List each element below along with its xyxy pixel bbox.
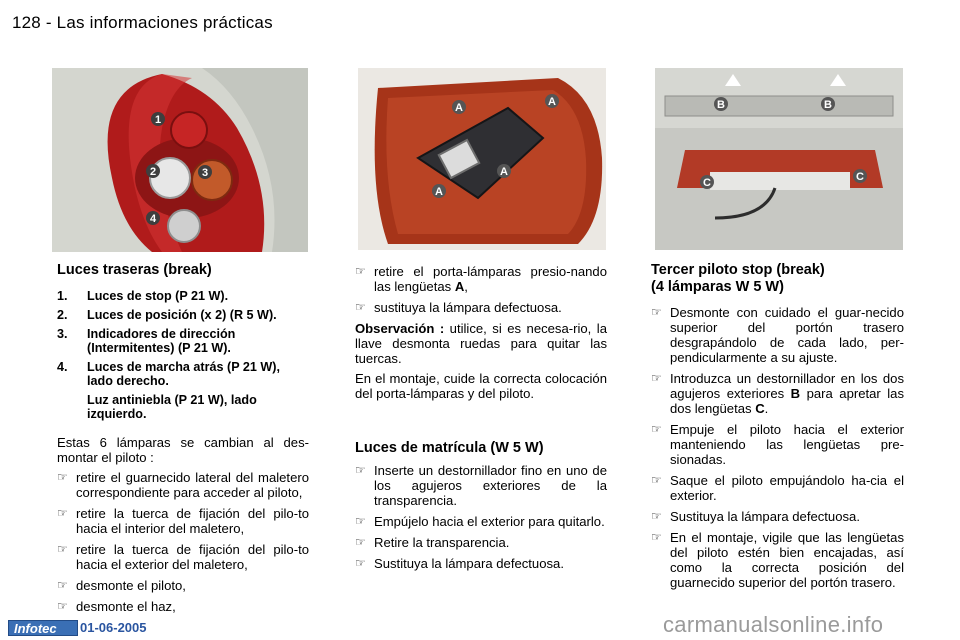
column-third-brake-light: [651, 262, 904, 596]
callout-4: 4: [149, 213, 157, 225]
tab-a-1: A: [455, 102, 463, 114]
pointing-hand-icon: ☞: [651, 371, 662, 385]
column-rear-lights: [57, 262, 309, 620]
lamp-item: 2. Luces de posición (x 2) (R 5 W).: [57, 308, 277, 322]
holder-steps: [355, 264, 607, 315]
pointing-hand-icon: ☞: [57, 542, 68, 556]
pointing-hand-icon: ☞: [355, 514, 366, 528]
step-item: ☞ retire el guarnecido lateral del maletero correspondiente para acceder al piloto,: [57, 470, 309, 500]
pointing-hand-icon: ☞: [355, 463, 366, 477]
rear-lights-heading: Luces traseras (break): [57, 262, 212, 278]
tab-c-left: C: [703, 177, 711, 189]
step-item: ☞ sustituya la lámpara defectuosa.: [355, 300, 562, 315]
lamp-holder-svg: [358, 68, 606, 250]
pointing-hand-icon: ☞: [57, 470, 68, 484]
step-item: ☞ Desmonte con cuidado el guar-necido superior del portón trasero desgrapándolo de cada lado, per-pendicularmente a su ajuste.: [651, 305, 904, 365]
pointing-hand-icon: ☞: [355, 556, 366, 570]
step-item: ☞ Retire la transparencia.: [355, 535, 510, 550]
observation-note: Observación : utilice, si es necesa-rio, la llave desmonta ruedas para quitar las tuercas.: [355, 321, 607, 366]
third-brake-steps: [651, 305, 904, 590]
hole-b-right: B: [824, 99, 832, 111]
tab-a-3: A: [435, 186, 443, 198]
step-item: ☞ Inserte un destornillador fino en uno de los agujeros exteriores de la transparencia.: [355, 463, 607, 508]
third-brake-light-illustration: [655, 68, 903, 250]
lamp-list: [57, 289, 309, 388]
step-item: ☞ desmonte el piloto,: [57, 578, 186, 593]
infotec-logo: Infotec: [8, 620, 78, 636]
callout-1: 1: [154, 114, 162, 126]
tab-a-4: A: [500, 166, 508, 178]
step-item: ☞ En el montaje, vigile que las lengüetas del piloto estén bien encajadas, así como la correcta posición del guarnecido superior del portón trasero.: [651, 530, 904, 590]
column-lamp-holder: [355, 264, 607, 577]
third-brake-light-svg: [655, 68, 903, 250]
montage-note: En el montaje, cuide la correcta colocación del porta-lámparas y del piloto.: [355, 371, 607, 401]
step-item: ☞ Empuje el piloto hacia el exterior manteniendo las lengüetas pre-sionadas.: [651, 422, 904, 467]
callout-2: 2: [149, 166, 157, 178]
step-item: ☞ Sustituya la lámpara defectuosa.: [355, 556, 564, 571]
plate-light-steps: [355, 463, 607, 571]
lamp-4-extra: Luz antiniebla (P 21 W), lado izquierdo.: [87, 393, 257, 421]
pointing-hand-icon: ☞: [651, 509, 662, 523]
lamp-item: 4. Luces de marcha atrás (P 21 W), lado derecho.: [57, 360, 280, 388]
pointing-hand-icon: ☞: [355, 535, 366, 549]
lamp-holder-illustration: [358, 68, 606, 250]
lamp-item: 3. Indicadores de dirección (Intermitentes) (P 21 W).: [57, 327, 236, 355]
pointing-hand-icon: ☞: [355, 300, 366, 314]
step-item: ☞ retire la tuerca de fijación del pilo-to hacia el exterior del maletero,: [57, 542, 309, 572]
site-watermark: carmanualsonline.info: [663, 612, 884, 637]
rear-lamp-illustration: [52, 68, 308, 252]
edition-date: 01-06-2005: [80, 620, 147, 635]
step-item: ☞ retire la tuerca de fijación del pilo-to hacia el interior del maletero,: [57, 506, 309, 536]
pointing-hand-icon: ☞: [57, 599, 68, 613]
pointing-hand-icon: ☞: [651, 530, 662, 544]
pointing-hand-icon: ☞: [651, 473, 662, 487]
step-item: ☞ Introduzca un destornillador en los dos agujeros exteriores B para apretar las dos lengüetas C.: [651, 371, 904, 416]
step-item: ☞ desmonte el haz,: [57, 599, 176, 614]
hole-b-left: B: [717, 99, 725, 111]
pointing-hand-icon: ☞: [355, 264, 366, 278]
removal-steps: [57, 470, 309, 614]
lamp-item: 1. Luces de stop (P 21 W).: [57, 289, 229, 303]
tab-a-2: A: [548, 96, 556, 108]
step-item: ☞ Sustituya la lámpara defectuosa.: [651, 509, 860, 524]
pointing-hand-icon: ☞: [57, 506, 68, 520]
callout-3: 3: [201, 167, 209, 179]
step-item: ☞ Empújelo hacia el exterior para quitarlo.: [355, 514, 605, 529]
step-item: ☞ retire el porta-lámparas presio-nando las lengüetas A,: [355, 264, 607, 294]
pointing-hand-icon: ☞: [57, 578, 68, 592]
intro-text: Estas 6 lámparas se cambian al des-montar el piloto :: [57, 435, 309, 465]
pointing-hand-icon: ☞: [651, 305, 662, 319]
step-item: ☞ Saque el piloto empujándolo ha-cia el exterior.: [651, 473, 904, 503]
plate-lights-heading: Luces de matrícula (W 5 W): [355, 440, 544, 456]
rear-lamp-svg: [52, 68, 308, 252]
tab-c-right: C: [856, 171, 864, 183]
pointing-hand-icon: ☞: [651, 422, 662, 436]
third-brake-heading: Tercer piloto stop (break) (4 lámparas W 5 W): [651, 262, 825, 295]
page-title: 128 - Las informaciones prácticas: [12, 13, 273, 32]
